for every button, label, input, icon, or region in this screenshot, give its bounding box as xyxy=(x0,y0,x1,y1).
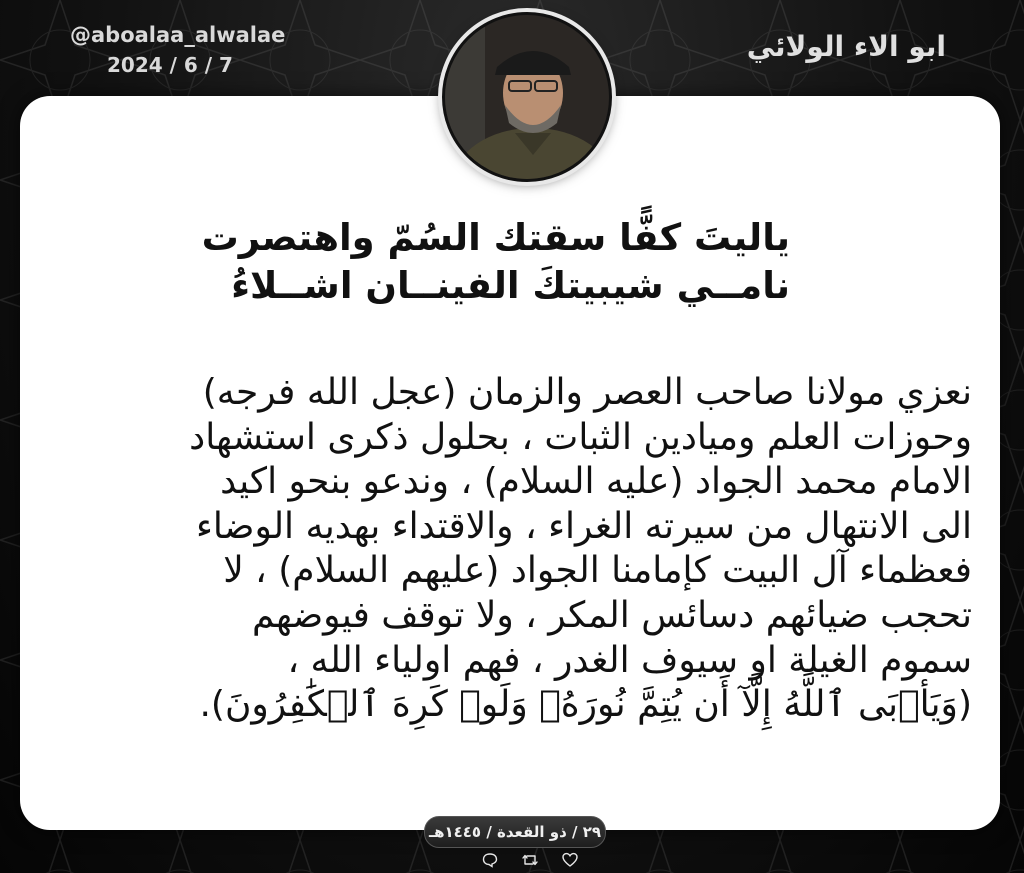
avatar[interactable] xyxy=(442,12,612,182)
body-line: سموم الغيلة او سيوف الغدر ، فهم اولياء الله ، xyxy=(287,639,972,681)
body-line: وحوزات العلم وميادين الثبات ، بحلول ذكرى استشهاد xyxy=(189,416,972,458)
condolence-text xyxy=(48,371,972,728)
retweet-icon[interactable] xyxy=(520,850,540,870)
body-line: الامام محمد الجواد (عليه السلام) ، وندعو بنحو اكيد xyxy=(220,461,972,503)
author-name[interactable]: ابو الاء الولائي xyxy=(746,30,946,63)
verse-line: نامــي شيبيتكَ الفينــان اشــلاءُ xyxy=(231,264,790,307)
post-date: 2024 / 6 / 7 xyxy=(107,53,233,77)
poem-verse xyxy=(80,214,790,310)
hijri-date-badge: ٢٩ / ذو القعدة / ١٤٤٥هـ xyxy=(424,816,606,848)
account-handle[interactable] xyxy=(70,22,286,78)
verse-line: ياليتَ كفًّا سقتك السُمّ واهتصرت xyxy=(201,216,790,259)
post-actions xyxy=(480,850,580,870)
body-line: (وَيَأۡبَى ٱللَّهُ إِلَّآ أَن يُتِمَّ نُورَهُۥ وَلَوۡ كَرِهَ ٱلۡكَٰفِرُونَ). xyxy=(199,684,972,726)
body-line: تحجب ضيائهم دسائس المكر ، ولا توقف فيوضهم xyxy=(252,594,972,636)
comment-icon[interactable] xyxy=(480,850,500,870)
heart-icon[interactable] xyxy=(560,850,580,870)
body-line: نعزي مولانا صاحب العصر والزمان (عجل الله فرجه) xyxy=(202,372,972,413)
handle-text: @aboalaa_alwalae xyxy=(70,23,286,47)
avatar-portrait xyxy=(445,15,609,179)
post-card xyxy=(20,96,1000,830)
body-line: فعظماء آل البيت كإمامنا الجواد (عليهم السلام) ، لا xyxy=(223,550,972,592)
body-line: الى الانتهال من سيرته الغراء ، والاقتداء بهديه الوضاء xyxy=(196,505,972,547)
